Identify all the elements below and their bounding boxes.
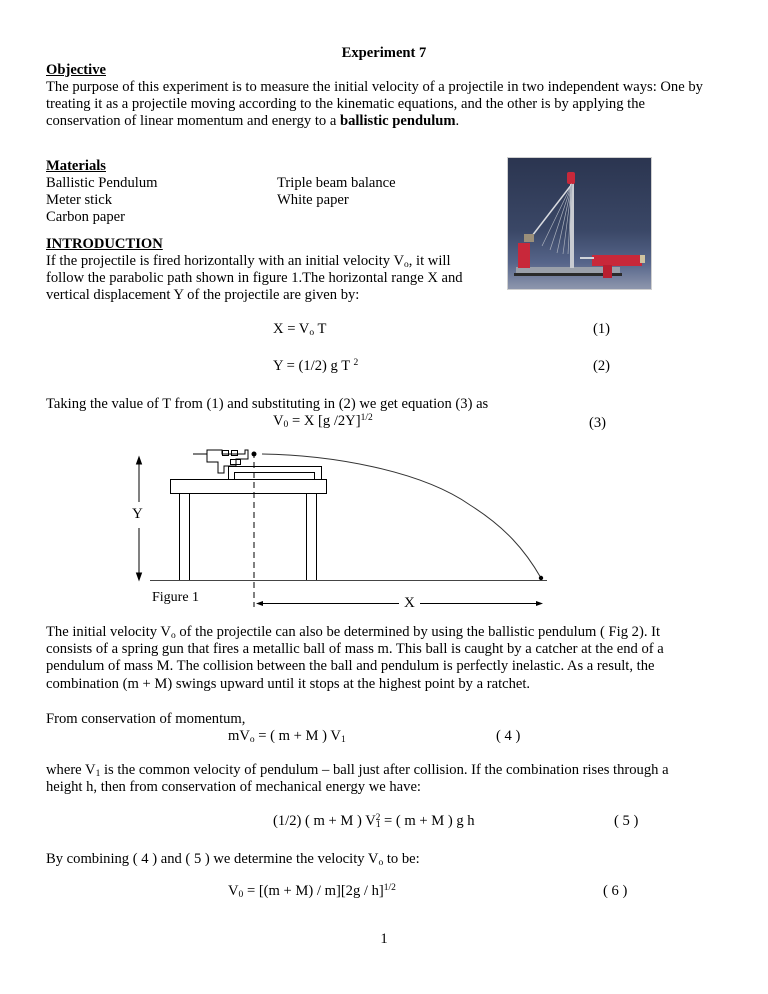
subscript: 1 (375, 820, 381, 830)
intro-text: The initial velocity V (46, 624, 171, 640)
superscript: 2 (375, 813, 381, 823)
intro-paragraph-3 (46, 624, 706, 693)
material-item: Ballistic Pendulum (46, 175, 158, 191)
intro-paragraph-2: Taking the value of T from (1) and substituting in (2) we get equation (3) as (46, 396, 489, 412)
eq-text: = X [g /2Y] (288, 413, 361, 429)
subscript: o (170, 631, 176, 641)
intro-text: of the projectile can also be determined by using the ballistic pendulum ( Fig 2). It consists of a spring gun that fires a metallic ball of mass m. This ball is caught by a catcher at the end of a pendulum of mass M. The collision between the ball and pendulum is perfectly inelastic. As a result, the combination (m + M) swings upward until it stops at the highest point by a ratchet. (46, 624, 664, 692)
projectile-ball (252, 452, 257, 457)
equation-3-number: (3) (589, 415, 607, 431)
material-item: White paper (277, 192, 349, 208)
intro-paragraph-5 (46, 762, 706, 796)
eq-text: (1/2) ( m + M ) V (273, 813, 376, 829)
subscript: o (309, 328, 315, 338)
intro-paragraph-6 (46, 851, 420, 868)
eq-text: = ( m + M ) V (254, 728, 341, 744)
equation-4-number: ( 4 ) (496, 728, 521, 744)
material-item: Carbon paper (46, 209, 126, 225)
eq-text: V (273, 413, 284, 429)
superscript: 1/2 (360, 413, 373, 423)
figure-label-y: Y (132, 506, 143, 522)
subscript: o (378, 858, 384, 868)
intro-text: If the projectile is fired horizontally with an initial velocity V (46, 253, 404, 269)
equation-2-number: (2) (593, 358, 611, 374)
equation-6 (228, 883, 396, 900)
figure-label-x: X (404, 595, 415, 611)
intro-text: where V (46, 762, 96, 778)
eq-text: = ( m + M ) g h (380, 813, 475, 829)
superscript: 1/2 (383, 883, 396, 893)
eq-text: T (314, 321, 327, 337)
subscript: 1 (340, 735, 346, 745)
introduction-heading: INTRODUCTION (46, 236, 163, 252)
materials-heading: Materials (46, 158, 106, 174)
subscript: o (249, 735, 255, 745)
eq-text: mV (228, 728, 250, 744)
figure-1-caption: Figure 1 (152, 590, 200, 605)
objective-text-end: . (455, 113, 460, 130)
subscript: 1 (95, 769, 101, 779)
subscript: 0 (283, 420, 289, 430)
eq-text: = [(m + M) / m][2g / h] (243, 883, 384, 899)
document-title: Experiment 7 (341, 45, 427, 61)
eq-text: Y = (1/2) g T (273, 358, 354, 374)
intro-text: is the common velocity of pendulum – ball just after collision. If the combination rises through a height h, then from conservation of mechanical energy we have: (46, 762, 669, 796)
equation-6-number: ( 6 ) (603, 883, 628, 899)
material-item: Meter stick (46, 192, 113, 208)
subscript: o (404, 260, 409, 270)
intro-text: By combining ( 4 ) and ( 5 ) we determine the velocity V (46, 851, 379, 867)
equation-5-number: ( 5 ) (614, 813, 639, 829)
objective-text: The purpose of this experiment is to measure the initial velocity of a projectile in two independent ways: One by treating it as a projectile moving according to the kinematic equations, and the other is by applying the conservation of linear momentum and energy to a (46, 79, 703, 130)
eq-text: X = V (273, 321, 310, 337)
page-number: 1 (380, 931, 388, 947)
equation-1-number: (1) (593, 321, 611, 337)
landing-point (539, 576, 543, 580)
material-item: Triple beam balance (277, 175, 396, 191)
eq-text: V (228, 883, 239, 899)
intro-text: to be: (383, 851, 420, 867)
objective-heading: Objective (46, 62, 106, 78)
superscript: 2 (353, 358, 359, 368)
subscript: 0 (238, 890, 244, 900)
equation-5 (273, 813, 475, 830)
intro-text: , it will follow the parabolic path shown in figure 1.The horizontal range X and vertical displacement Y of the projectile are given by: (46, 253, 463, 304)
equation-4 (228, 728, 346, 745)
intro-paragraph-4: From conservation of momentum, (46, 711, 246, 727)
objective-bold-term: ballistic pendulum (339, 113, 456, 130)
